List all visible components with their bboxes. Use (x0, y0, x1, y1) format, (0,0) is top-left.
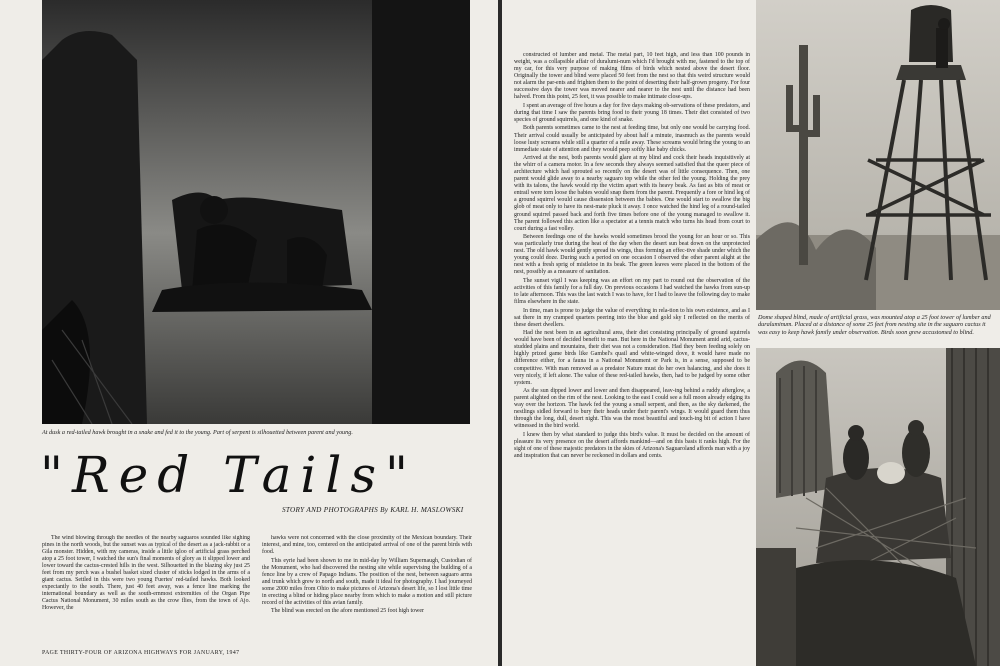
hawk-feeding-caption: At dusk a red-tailed hawk brought in a snake and fed it to the young. Part of serpent is silhouetted between parent and young. (42, 429, 353, 436)
paragraph: The wind blowing through the needles of the nearby saguaros sounded like sighing pines in the north woods, but the sunset was as typical of the desert as a jack-rabbit or a Gila monster. Hidden, with my cameras, inside a little igloo of artificial grass perched atop a 25 foot tower, I watched the sun's final moments of glory as it slipped lower and lower toward the cactus-crested hills in the west. Silhouetted in the blazing sky just 25 feet from my perch was a bushel basket sized cluster of sticks lodged in the arms of a giant cactus. Settled in this were two young Fuertes' red-tailed hawks. Both looked expectantly to the south. There, just 40 feet away, was a fence line marking the international boundary as well as the south-ernmost extremities of the Organ Pipe Cactus National Monument, 30 miles south as the crow flies, from the town of Ajo. However, the (42, 535, 250, 612)
paragraph: The blind was erected on the afore mentioned 25 foot high tower (271, 608, 424, 615)
page-folio: PAGE THIRTY-FOUR OF ARIZONA HIGHWAYS FOR JANUARY, 1947 (42, 650, 240, 656)
paragraph: I spent an average of five hours a day for five days making ob-servations of these predators, and during that time I saw the parents bring food to their young 18 times. Their diet consisted of two species of ground squirrels, and one kind of snake. (514, 102, 750, 123)
tower-blind-caption: Dome shaped blind, made of artificial grass, was mounted atop a 25 foot tower of lumber and duraluminum. Placed at a distance of some 25 feet from nesting site in the saguaro cactus it was easy to keep hawk family under observation. Birds soon grew accustomed to blind. (758, 314, 991, 336)
right-column (514, 52, 750, 660)
paragraph: Had the nest been in an agricultural area, their diet consisting principally of ground squirrels would have been of decided benefit to man. But here in the National Monument amid arid, cactus-studded plains and mountains, their diet was not a consideration. Had they been feeding solely on highly prized game birds like Gambel's quail and white-winged dove, it would have made no difference either, for a fauna in a National Monument or Park is, in a sense, supposed to be competitive. With man removed as a predator Nature must do her own balancing, and she does it very nicely, if left alone. The value of these red-tailed hawks, then, had to be judged by some other system. (514, 330, 750, 386)
paragraph: The sunset vigil I was keeping was an effort on my part to round out the observation of the activities of this family for a full day. On previous occasions I had watched the hawks from sun-up to late afternoon. This was the last watch I was to have, for I had to leave the following day to make films elsewhere in the state. (514, 277, 750, 306)
byline: STORY AND PHOTOGRAPHS By KARL H. MASLOWSKI (282, 506, 464, 514)
paragraph: Arrived at the nest, both parents would glare at my blind and cock their heads inquisitively at the whirr of a camera motor. In a few seconds they always seemed satisfied that the queer piece of architecture which had sprouted so recently on the desert was of little consequence. Then, one parent would glide away to a nearby saguaro top while the other fed the young. Holding the prey with its talons, the hawk would rip the victim apart with its heavy beak. As fast as bits of meat or entrail were torn loose the babies would snap them from the parent. Frequently a fore or hind leg of a ground squirrel would cause dissension between the babies. One would start to swallow the big glob of meat only to have its nest-mate pluck it away. I once watched the hind leg of a round-tailed ground squirrel passed back and forth five times before one of the young managed to swallow it. The parent followed this action like a spectator at a tennis match who turns his head from court to court during a fast volley. (514, 155, 750, 232)
paragraph: Both parents sometimes came to the nest at feeding time, but only one would be carrying food. Their arrival could usually be anticipated by about half a minute, inasmuch as the parents would loose lusty screams while still a quarter of a mile away. These screams would bring the young to an immediate state of attention and they would peep softly like baby chicks. (514, 125, 750, 153)
hawk-feeding-photo (42, 0, 470, 424)
left-page (0, 0, 498, 666)
left-column-1 (42, 535, 250, 636)
tower-blind-photo (756, 0, 1000, 310)
paragraph: hawks were not concerned with the close proximity of the Mexican boundary. Their interest, and mine, too, centered on the anticipated arrival of one of the parent birds with food. (262, 535, 472, 556)
right-page (502, 0, 1000, 666)
paragraph: constructed of lumber and metal. The metal part, 10 feet high, and less than 100 pounds in weight, was a collapsible affair of duralumi-num which I'd brought with me, fastened to the top of my car, for this very purpose of making films of birds which nested above the desert floor. Originally the tower and blind were placed 50 feet from the nest so that this weird structure would not alarm the par-ents and frighten them to the point of deserting their half-grown progeny. For four successive days the tower was moved nearer and nearer to the nest until the distance had been halved. From this point, 25 feet, it was possible to make intimate close-ups. (514, 52, 750, 101)
article-title: "Red Tails" (40, 446, 418, 504)
paragraph: In time, man is prone to judge the value of everything in rela-tion to his own existence, and as I sat there in my cramped quarters peering into the blue and gold sky I reflected on the merits of these desert dwellers. (514, 307, 750, 328)
hawk-family-photo (756, 348, 1000, 666)
paragraph: This eyrie had been shown to me in mid-day by William Supernaugh, Custodian of the Monument, who had discovered the nesting site while supervising the building of a fence line by a crew of Papago Indians. The position of the nest, between saguaro arms and trunk which grew to north and south, made it ideal for photography. I had journeyed some 2000 miles from Ohio to make pictures of Arizona's desert life, so I lost little time in erecting a blind or hiding place nearby from which to make a motion and still picture record of the activities of this avian family. (262, 557, 472, 606)
left-column-2 (262, 535, 472, 636)
paragraph: As the sun dipped lower and lower and then disappeared, leav-ing behind a ruddy afterglow, a parent alighted on the rim of the nest. Looking to the east I could see a full moon already edging its way over the horizon. The hawk fed the young a small serpent, and then, as the sky darkened, the nestlings sidled forward to bury their heads under their parent's wings. It would guard them thus through the long, dull, desert night. This was the most beautiful and touch-ing bit of action I have witnessed in the bird world. (514, 388, 750, 430)
paragraph: I knew then by what standard to judge this bird's value. It must be decided on the amount of pleasure its very presence on the desert affords mankind—and on this basis it ranks high. For the sight of one of these majestic predators in the skies of Arizona's Saguaroland affords man with a joy and inspiration that can never be reckoned in dollars and cents. (514, 431, 750, 460)
paragraph: Between feedings one of the hawks would sometimes brood the young for an hour or so. This was particularly true during the heat of the day when the desert sun beat down on the unprotected nest. The old hawk would gently spread its wings, thus forming an effec-tive shade under which the young could doze. During such a period on one occasion I observed the other parent alight at the nest with a fresh sprig of mistletoe in its beak. The green leaves were placed in the bottom of the nest, possibly as a measure of sanitation. (514, 234, 750, 276)
